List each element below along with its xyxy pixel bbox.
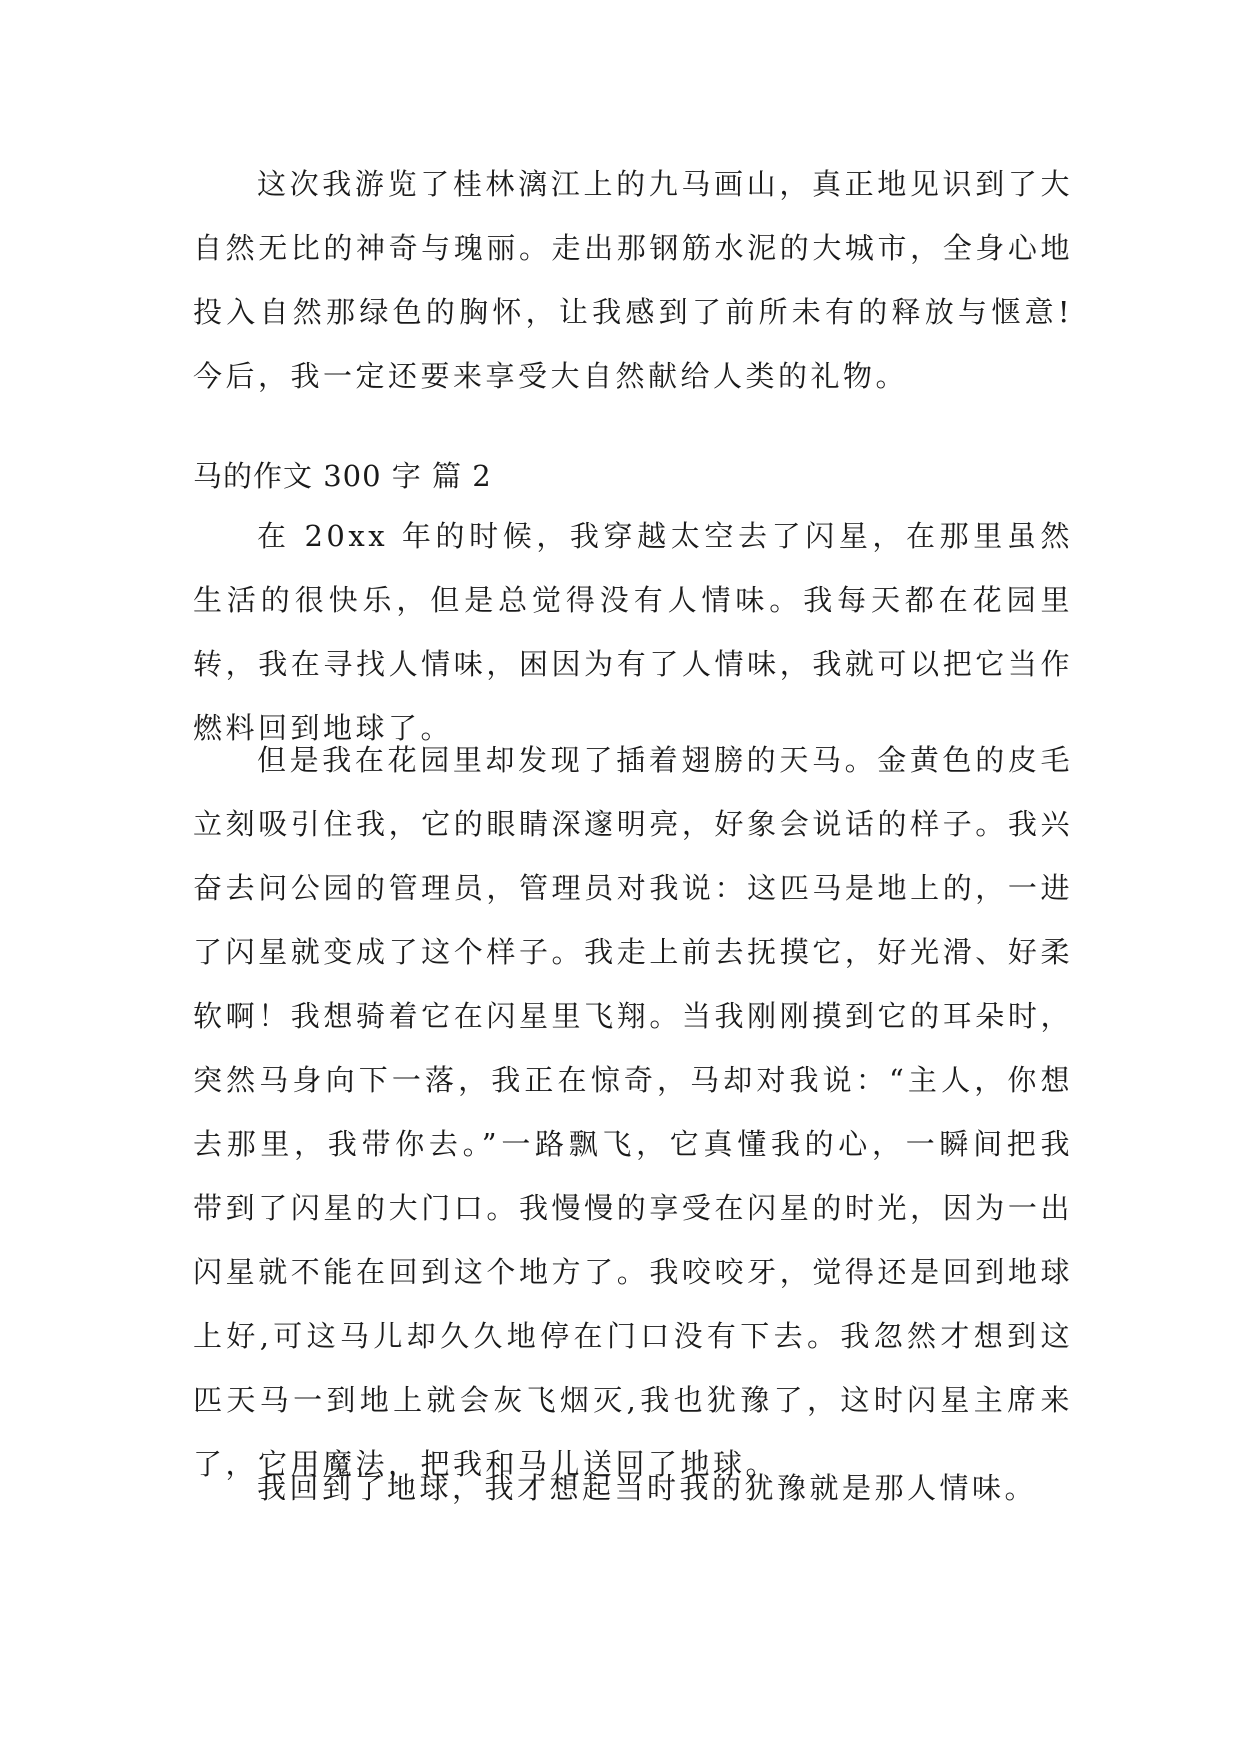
section-heading: 马的作文 300 字 篇 2: [193, 459, 492, 493]
paragraph-2: 在 20xx 年的时候，我穿越太空去了闪星，在那里虽然生活的很快乐，但是总觉得没有人情味。我每天都在花园里转，我在寻找人情味，困因为有了人情味，我就可以把它当作燃料回到地球了。: [193, 519, 1073, 745]
paragraph-3: 但是我在花园里却发现了插着翅膀的天马。金黄色的皮毛立刻吸引住我，它的眼睛深邃明亮，好象会说话的样子。我兴奋去问公园的管理员，管理员对我说：这匹马是地上的，一进了闪星就变成了这个样子。我走上前去抚摸它，好光滑、好柔软啊！我想骑着它在闪星里飞翔。当我刚刚摸到它的耳朵时，突然马身向下一落，我正在惊奇，马却对我说：“主人，你想去那里，我带你去。”一路飘飞，它真懂我的心，一瞬间把我带到了闪星的大门口。我慢慢的享受在闪星的时光，因为一出闪星就不能在回到这个地方了。我咬咬牙，觉得还是回到地球上好,可这马儿却久久地停在门口没有下去。我忽然才想到这匹天马一到地上就会灰飞烟灭,我也犹豫了，这时闪星主席来了，它用魔法，把我和马儿送回了地球。: [193, 743, 1073, 1481]
paragraph-4: 我回到了地球，我才想起当时我的犹豫就是那人情味。: [257, 1471, 1038, 1505]
paragraph-1: 这次我游览了桂林漓江上的九马画山，真正地见识到了大自然无比的神奇与瑰丽。走出那钢筋水泥的大城市，全身心地投入自然那绿色的胸怀，让我感到了前所未有的释放与惬意!今后，我一定还要来享受大自然献给人类的礼物。: [193, 167, 1073, 393]
